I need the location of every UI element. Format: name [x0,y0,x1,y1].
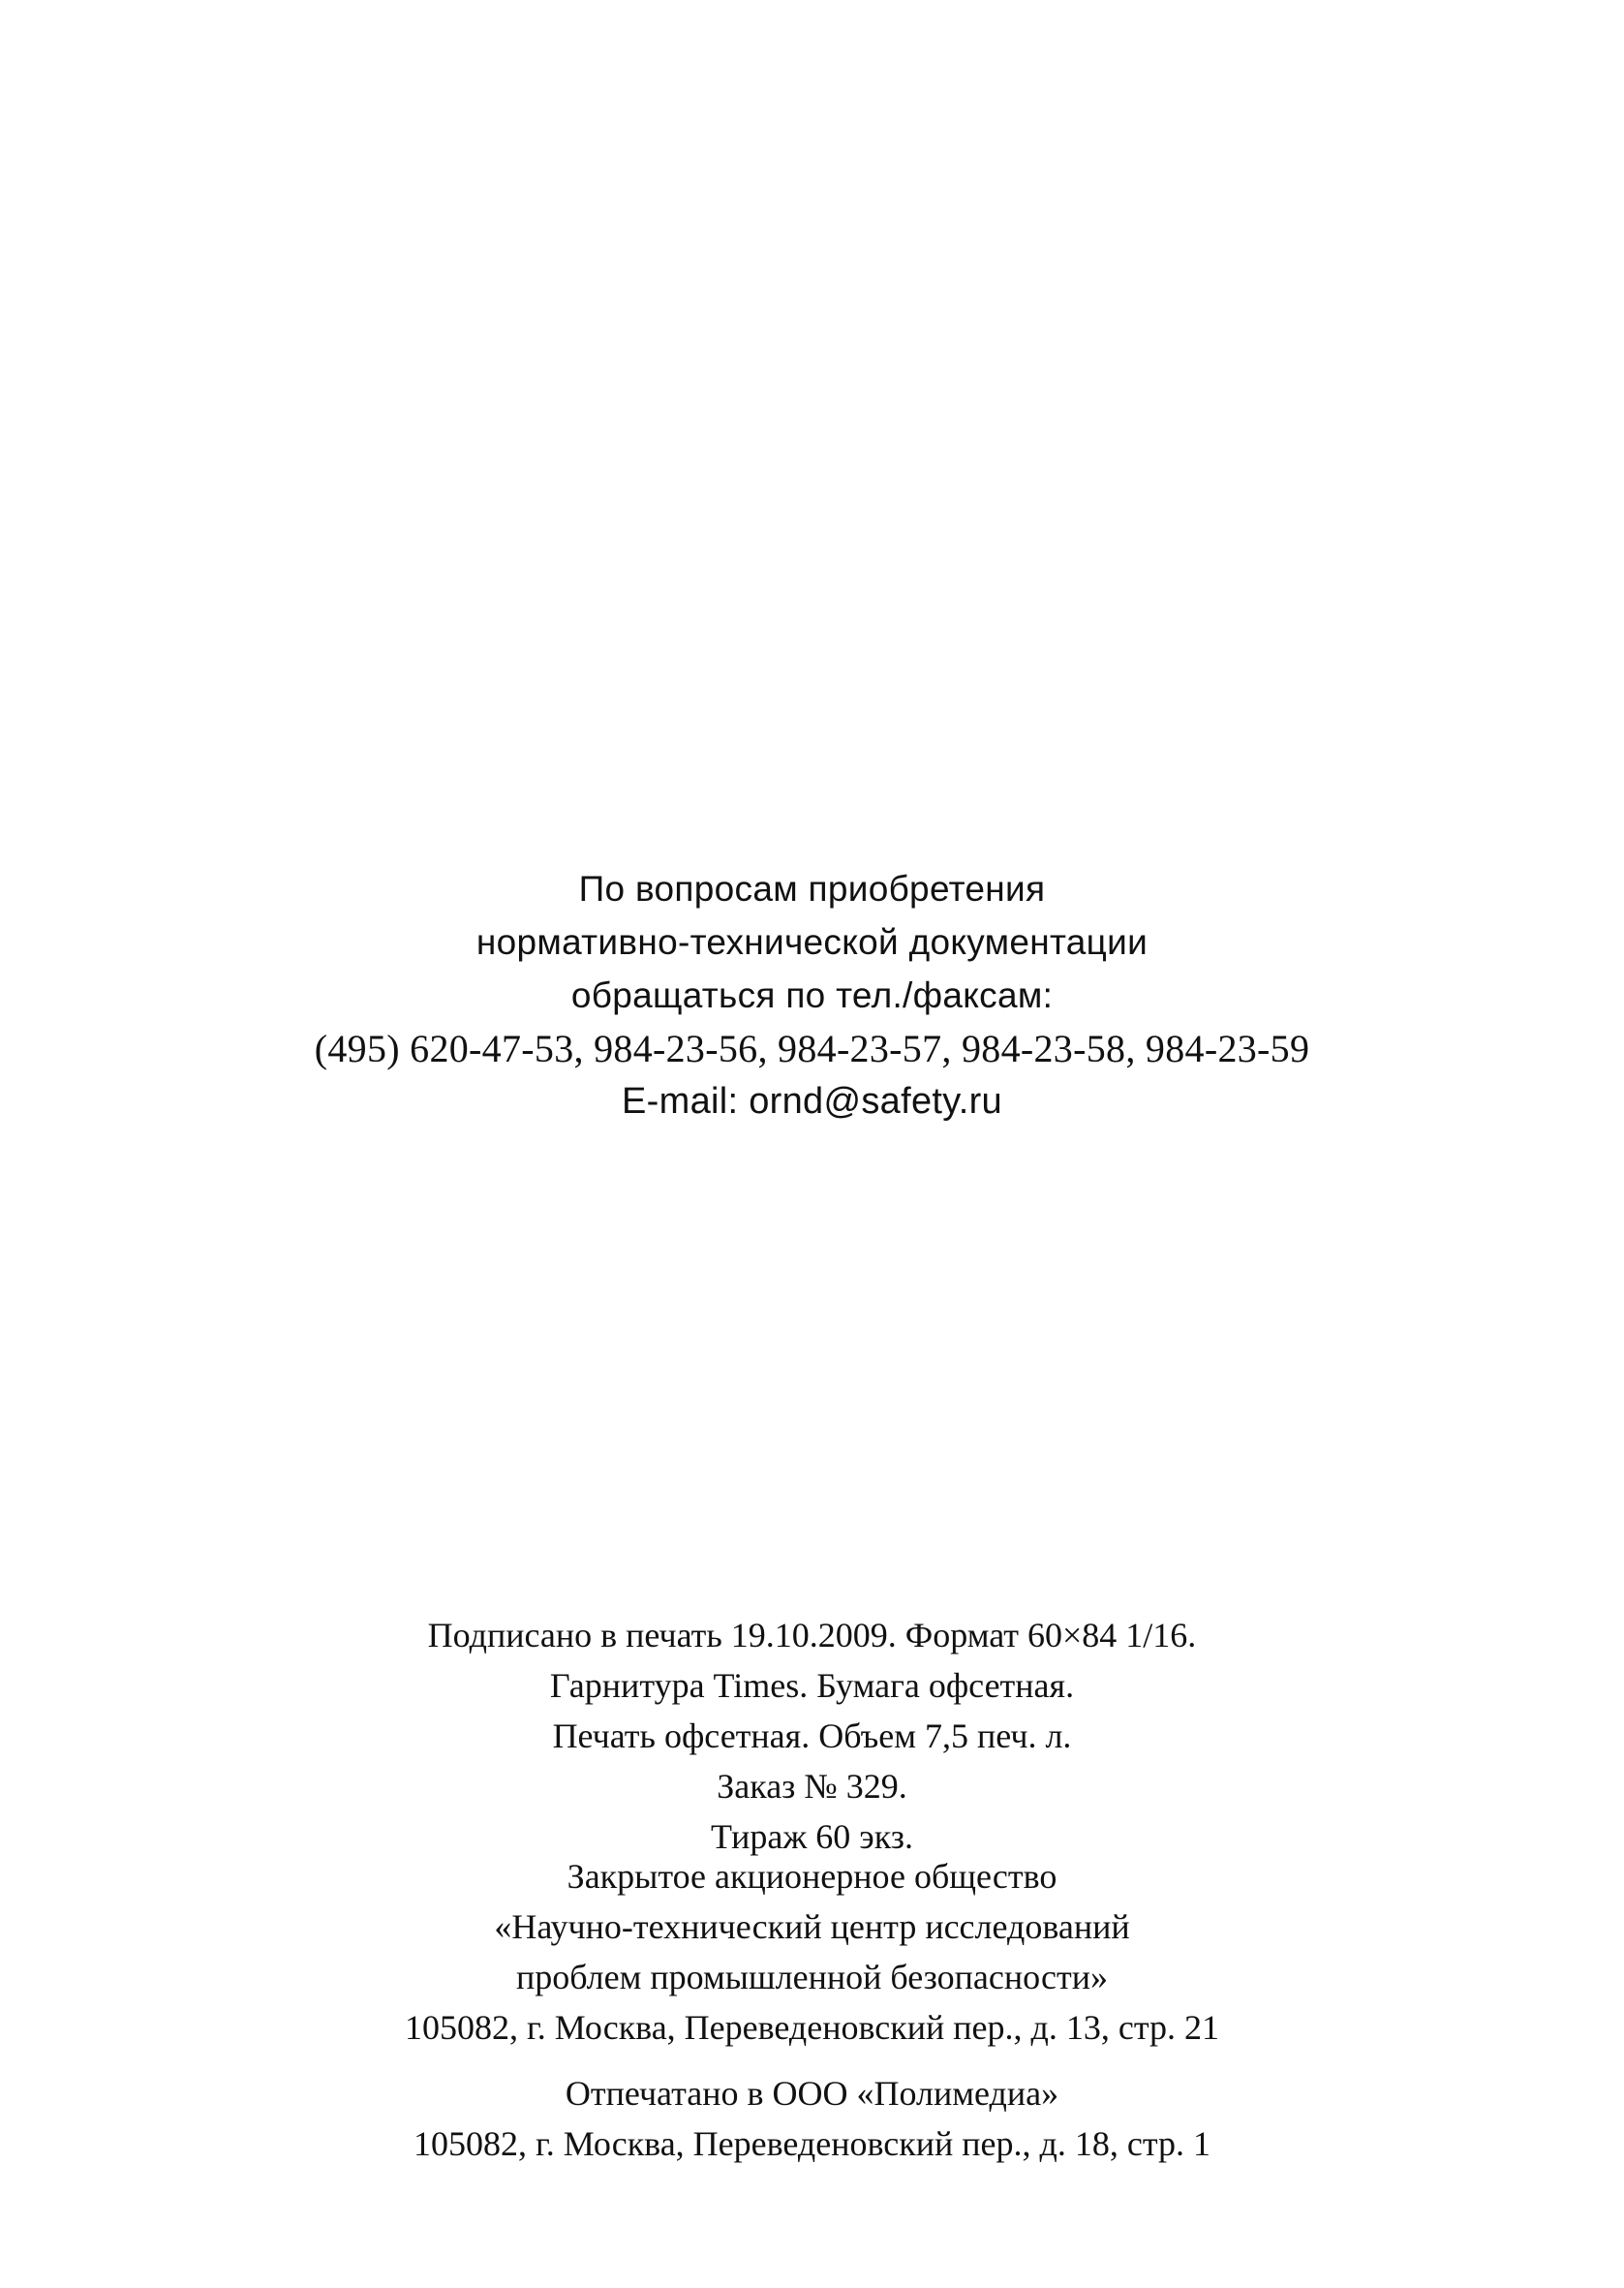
imprint-print: Печать офсетная. Объем 7,5 печ. л. [552,1716,1072,1755]
publisher-line-1: Закрытое акционерное общество [567,1857,1057,1896]
imprint-run: Тираж 60 экз. [711,1817,913,1856]
imprint-typeface: Гарнитура Times. Бумага офсетная. [549,1666,1075,1705]
publisher-line-2: «Научно-технический центр исследований [494,1907,1130,1946]
imprint-signed: Подписано в печать 19.10.2009. Формат 60×84 1/16. [427,1616,1197,1654]
publisher-block [0,1851,1624,2053]
printer-line-1: Отпечатано в ООО «Полимедиа» [565,2074,1059,2113]
imprint-order: Заказ № 329. [717,1767,907,1806]
contacts-email: E-mail: ornd@safety.ru [622,1081,1002,1122]
imprint-block [0,1610,1624,1862]
contacts-line-3: обращаться по тел./факсам: [570,975,1054,1015]
printer-block [0,2068,1624,2169]
publisher-line-3: проблем промышленной безопасности» [515,1958,1109,1996]
printer-address: 105082, г. Москва, Переведеновский пер., д. 18, стр. 1 [414,2124,1210,2163]
contacts-phones: (495) 620-47-53, 984-23-56, 984-23-57, 984-23-58, 984-23-59 [314,1027,1310,1070]
publisher-address: 105082, г. Москва, Переведеновский пер., д. 13, стр. 21 [405,2008,1219,2047]
contacts-line-2: нормативно-технической документации [475,922,1149,962]
contacts-line-1: По вопросам приобретения [578,869,1046,909]
contacts-block [0,862,1624,1129]
